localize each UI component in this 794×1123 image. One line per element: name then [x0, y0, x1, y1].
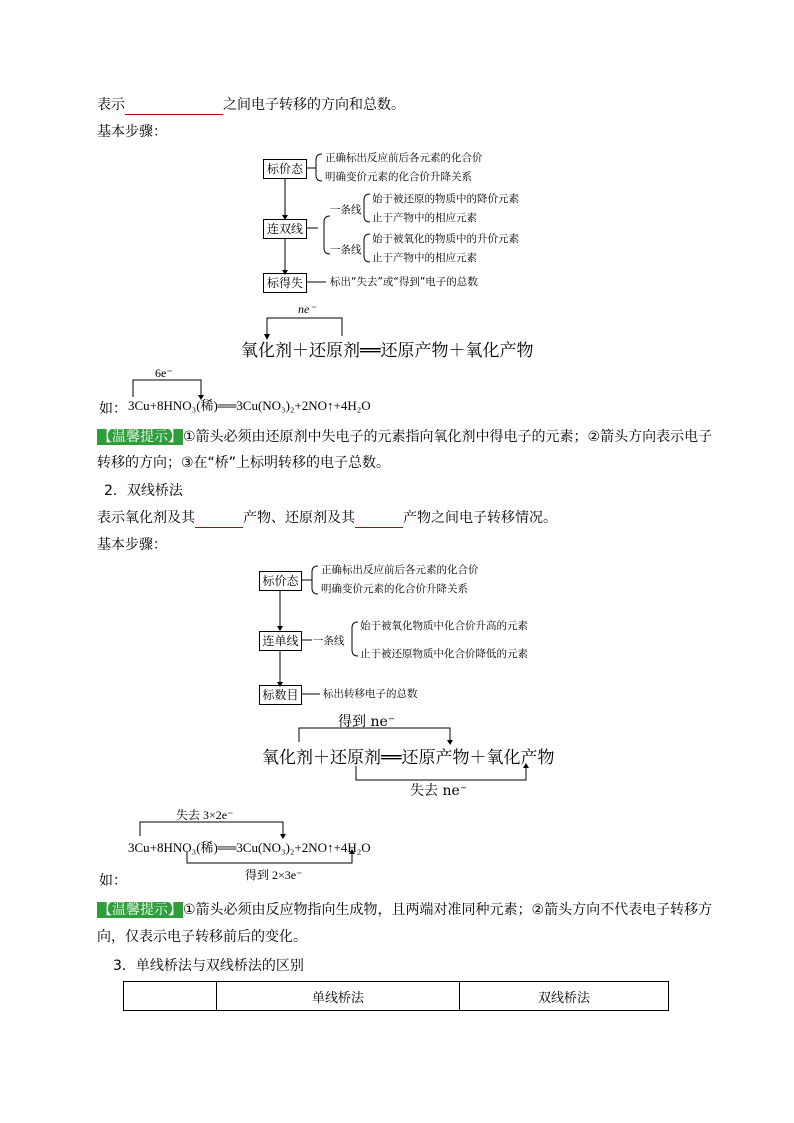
s2-tip-line1 — [97, 900, 712, 920]
s2-general-lose: 失去 ne⁻ — [410, 783, 468, 799]
s2-line-a-start: 始于被氧化物质中化合价升高的元素 — [360, 620, 528, 632]
s3-heading: 3．单线桥法与双线桥法的区别 — [113, 958, 304, 974]
s1-tip-line2: 转移的方向；③在“桥”上标明转移的电子总数。 — [97, 455, 391, 471]
s2-example-label: 如： — [99, 873, 127, 889]
s2-step-box-2: 连单线 — [259, 631, 302, 651]
s2-step-box-1: 标价态 — [259, 571, 302, 591]
s1-line-a-start: 始于被还原的物质中的降价元素 — [372, 193, 519, 205]
s2-tip-text-1: ①箭头必须由反应物指向生成物，且两端对准同种元素；②箭头方向不代表电子转移方 — [183, 902, 713, 918]
s1-step-box-3: 标得失 — [263, 273, 307, 293]
s1-box1-note-2: 明确变价元素的化合价升降关系 — [325, 171, 472, 183]
s2-box1-note-1: 正确标出反应前后各元素的化合价 — [321, 564, 479, 576]
s2-general-equation: 氧化剂＋还原剂══还原产物＋氧化产物 — [262, 748, 555, 768]
s1-steps-label: 基本步骤： — [97, 124, 167, 140]
s2-line1-a: 表示氧化剂及其 — [97, 510, 195, 526]
table-header-cell — [124, 982, 217, 1011]
comparison-table — [123, 981, 669, 1011]
table-header-cell: 单线桥法 — [217, 982, 460, 1011]
s1-step-box-2: 连双线 — [263, 219, 307, 239]
tip-tag: 【温馨提示】 — [98, 902, 182, 918]
s2-example-gain: 得到 2×3e⁻ — [245, 868, 303, 882]
s2-line-a-end: 止于被还原物质中化合价降低的元素 — [360, 648, 528, 660]
s1-step-box-1: 标价态 — [263, 159, 307, 179]
s2-line-a: 一条线 — [313, 635, 345, 647]
s2-example-lose: 失去 3×2e⁻ — [176, 808, 234, 822]
s1-line1-pre: 表示 — [97, 97, 125, 113]
s1-line1-post: 之间电子转移的方向和总数。 — [223, 97, 405, 113]
s1-line-b-start: 始于被氧化的物质中的升价元素 — [372, 233, 519, 245]
s1-general-equation: 氧化剂＋还原剂══还原产物＋氧化产物 — [241, 341, 534, 361]
s1-line-b-end: 止于产物中的相应元素 — [372, 252, 477, 264]
s1-example-e: 6e⁻ — [155, 366, 173, 380]
s1-line-a: 一条线 — [330, 204, 362, 216]
s2-step-box-3: 标数目 — [259, 685, 302, 705]
s1-box1-note-1: 正确标出反应前后各元素的化合价 — [325, 152, 483, 164]
tip-tag: 【温馨提示】 — [98, 429, 182, 445]
table-header-cell: 双线桥法 — [460, 982, 669, 1011]
s2-box1-note-2: 明确变价元素的化合价升降关系 — [321, 583, 468, 595]
s1-box3-note: 标出“失去”或“得到”电子的总数 — [330, 276, 478, 288]
s2-line1-c: 产物之间电子转移情况。 — [403, 510, 557, 526]
s2-line1-b: 产物、还原剂及其 — [243, 510, 355, 526]
s2-tip-line2: 向，仅表示电子转移前后的变化。 — [97, 929, 307, 945]
s2-heading: 2．双线桥法 — [104, 483, 183, 499]
s1-line-a-end: 止于产物中的相应元素 — [372, 212, 477, 224]
s2-example-equation: 3Cu+8HNO₃(稀)══3Cu(NO₃)₂+2NO↑+4H₂O — [128, 840, 371, 855]
table-header-row — [124, 982, 669, 1011]
s1-example-equation: 3Cu+8HNO₃(稀)══3Cu(NO₃)₂+2NO↑+4H₂O — [128, 398, 371, 413]
s1-general-ne: ne⁻ — [298, 302, 316, 316]
s1-line-b: 一条线 — [330, 244, 362, 256]
s2-general-gain: 得到 ne⁻ — [338, 714, 396, 730]
s2-box3-note: 标出转移电子的总数 — [323, 688, 418, 700]
s1-tip-text-1: ①箭头必须由还原剂中失电子的元素指向氧化剂中得电子的元素；②箭头方向表示电子 — [183, 429, 713, 445]
s1-example-label: 如： — [99, 401, 127, 417]
s2-steps-label: 基本步骤： — [97, 537, 167, 553]
